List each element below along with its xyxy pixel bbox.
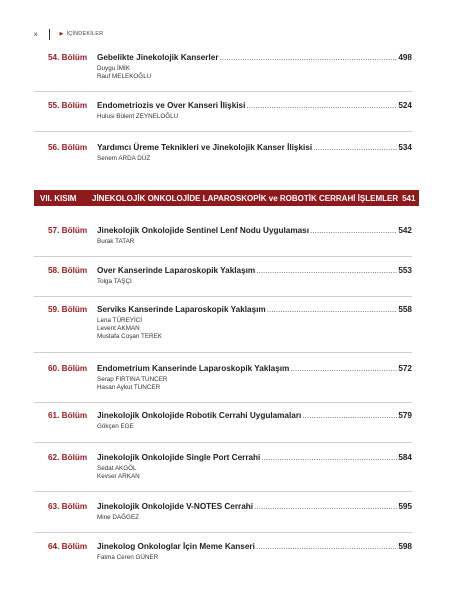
divider (34, 402, 412, 403)
toc-entry-64[interactable] (48, 542, 412, 562)
toc-entry-57[interactable] (48, 226, 412, 246)
toc-entry-55[interactable] (48, 101, 412, 121)
dot-leader (290, 364, 397, 374)
dot-leader (220, 53, 398, 63)
author: Lena TÜREYİCİ (97, 317, 143, 324)
author-list (97, 423, 412, 431)
page-ref[interactable]: 584 (398, 453, 412, 462)
page-ref[interactable]: 534 (398, 143, 412, 152)
toc-entry-62[interactable] (48, 453, 412, 481)
dot-leader (254, 502, 397, 512)
author-list (97, 554, 412, 562)
chapter-title[interactable]: Yardımcı Üreme Teknikleri ve Jinekolojik Kanser İlişkisi (97, 143, 313, 152)
toc-entry-56[interactable] (48, 143, 412, 163)
page-ref[interactable]: 553 (398, 266, 412, 275)
page-ref[interactable]: 558 (398, 305, 412, 314)
page-ref[interactable]: 498 (398, 53, 412, 62)
author-list (97, 514, 412, 522)
author: Rauf MELEKOĞLU (97, 73, 152, 80)
page-number: x (34, 30, 38, 38)
chapter-number: 57. Bölüm (48, 226, 88, 235)
page-ref[interactable]: 595 (398, 502, 412, 511)
header-divider (49, 29, 50, 40)
divider (34, 442, 412, 443)
author: Hasan Aykut TUNCER (97, 384, 161, 391)
chapter-title[interactable]: Jinekolojik Onkolojide Single Port Cerrahi (97, 453, 261, 462)
toc-entry-54[interactable] (48, 53, 412, 81)
section-label: VII. KISIM (40, 193, 77, 203)
author: Burak TATAR (97, 238, 135, 245)
chapter-title[interactable]: Jinekolojik Onkolojide Robotik Cerrahi Uygulamaları (97, 411, 302, 420)
author: Senem ARDA DÜZ (97, 155, 151, 162)
chapter-title[interactable]: Endometriozis ve Over Kanseri İlişkisi (97, 101, 246, 110)
dot-leader (256, 542, 397, 552)
author-list (97, 278, 412, 286)
author: Hulusi Bülent ZEYNELOĞLU (97, 113, 179, 120)
section-title[interactable]: JİNEKOLOJİK ONKOLOJİDE LAPAROSKOPİK ve ROBOTİK CERRAHİ İŞLEMLER (92, 193, 399, 203)
divider (34, 532, 412, 533)
page-ref[interactable]: 524 (398, 101, 412, 110)
divider (34, 131, 412, 132)
author-list (97, 238, 412, 246)
dot-leader (267, 305, 398, 315)
chapter-title[interactable]: Serviks Kanserinde Laparoskopik Yaklaşım (97, 305, 266, 314)
chapter-number: 56. Bölüm (48, 143, 88, 152)
dot-leader (261, 453, 397, 463)
author: Tolga TAŞÇI (97, 278, 132, 285)
page-ref[interactable]: 572 (398, 364, 412, 373)
author: Mustafa Coşan TEREK (97, 333, 162, 340)
chapter-number: 64. Bölüm (48, 542, 88, 551)
chapter-number: 61. Bölüm (48, 411, 88, 420)
chapter-number: 60. Bölüm (48, 364, 88, 373)
chapter-number: 58. Bölüm (48, 266, 88, 275)
author: Fatma Ceren GÜNER (97, 554, 159, 561)
author: Mine DAĞGEZ (97, 514, 139, 521)
chapter-number: 54. Bölüm (48, 53, 88, 62)
dot-leader (246, 101, 397, 111)
divider (34, 91, 412, 92)
page-ref[interactable]: 598 (398, 542, 412, 551)
chapter-title[interactable]: Jinekolojik Onkolojide V-NOTES Cerrahi (97, 502, 254, 511)
page-ref[interactable]: 579 (398, 411, 412, 420)
author: Kevser ARKAN (97, 473, 140, 480)
divider (34, 296, 412, 297)
toc-entry-60[interactable] (48, 364, 412, 392)
header-section-title: İÇİNDEKİLER (66, 31, 104, 37)
divider (34, 491, 412, 492)
author-list (97, 317, 412, 341)
section-page-ref[interactable]: 541 (402, 193, 416, 203)
chapter-title[interactable]: Jinekolog Onkologlar İçin Meme Kanseri (97, 542, 255, 551)
triangle-right-icon: ▶ (59, 31, 64, 37)
toc-entry-63[interactable] (48, 502, 412, 522)
author-list (97, 155, 412, 163)
chapter-title[interactable]: Gebelikte Jinekolojik Kanserler (97, 53, 219, 62)
chapter-title[interactable]: Endometrium Kanserinde Laparoskopik Yaklaşım (97, 364, 290, 373)
author: Duygu İMİK (97, 65, 130, 72)
chapter-title[interactable]: Jinekolojik Onkolojide Sentinel Lenf Nodu Uygulaması (97, 226, 309, 235)
author: Sedat AKGÖL (97, 465, 137, 472)
chapter-number: 59. Bölüm (48, 305, 88, 314)
author: Gökçen EGE (97, 423, 134, 430)
dot-leader (310, 226, 397, 236)
divider (34, 352, 412, 353)
divider (34, 256, 412, 257)
author: Serap FIRTINA TUNCER (97, 376, 168, 383)
author: Levent AKMAN (97, 325, 140, 332)
dot-leader (313, 143, 397, 153)
dot-leader (302, 411, 397, 421)
author-list (97, 113, 412, 121)
chapter-number: 55. Bölüm (48, 101, 88, 110)
dot-leader (256, 266, 397, 276)
chapter-title[interactable]: Over Kanserinde Laparoskopik Yaklaşım (97, 266, 256, 275)
page-ref[interactable]: 542 (398, 226, 412, 235)
toc-entry-58[interactable] (48, 266, 412, 286)
chapter-number: 62. Bölüm (48, 453, 88, 462)
toc-entry-61[interactable] (48, 411, 412, 431)
section-header-bar[interactable] (34, 190, 419, 206)
toc-entry-59[interactable] (48, 305, 412, 341)
author-list (97, 65, 412, 81)
author-list (97, 465, 412, 481)
chapter-number: 63. Bölüm (48, 502, 88, 511)
author-list (97, 376, 412, 392)
page-header (34, 28, 103, 40)
